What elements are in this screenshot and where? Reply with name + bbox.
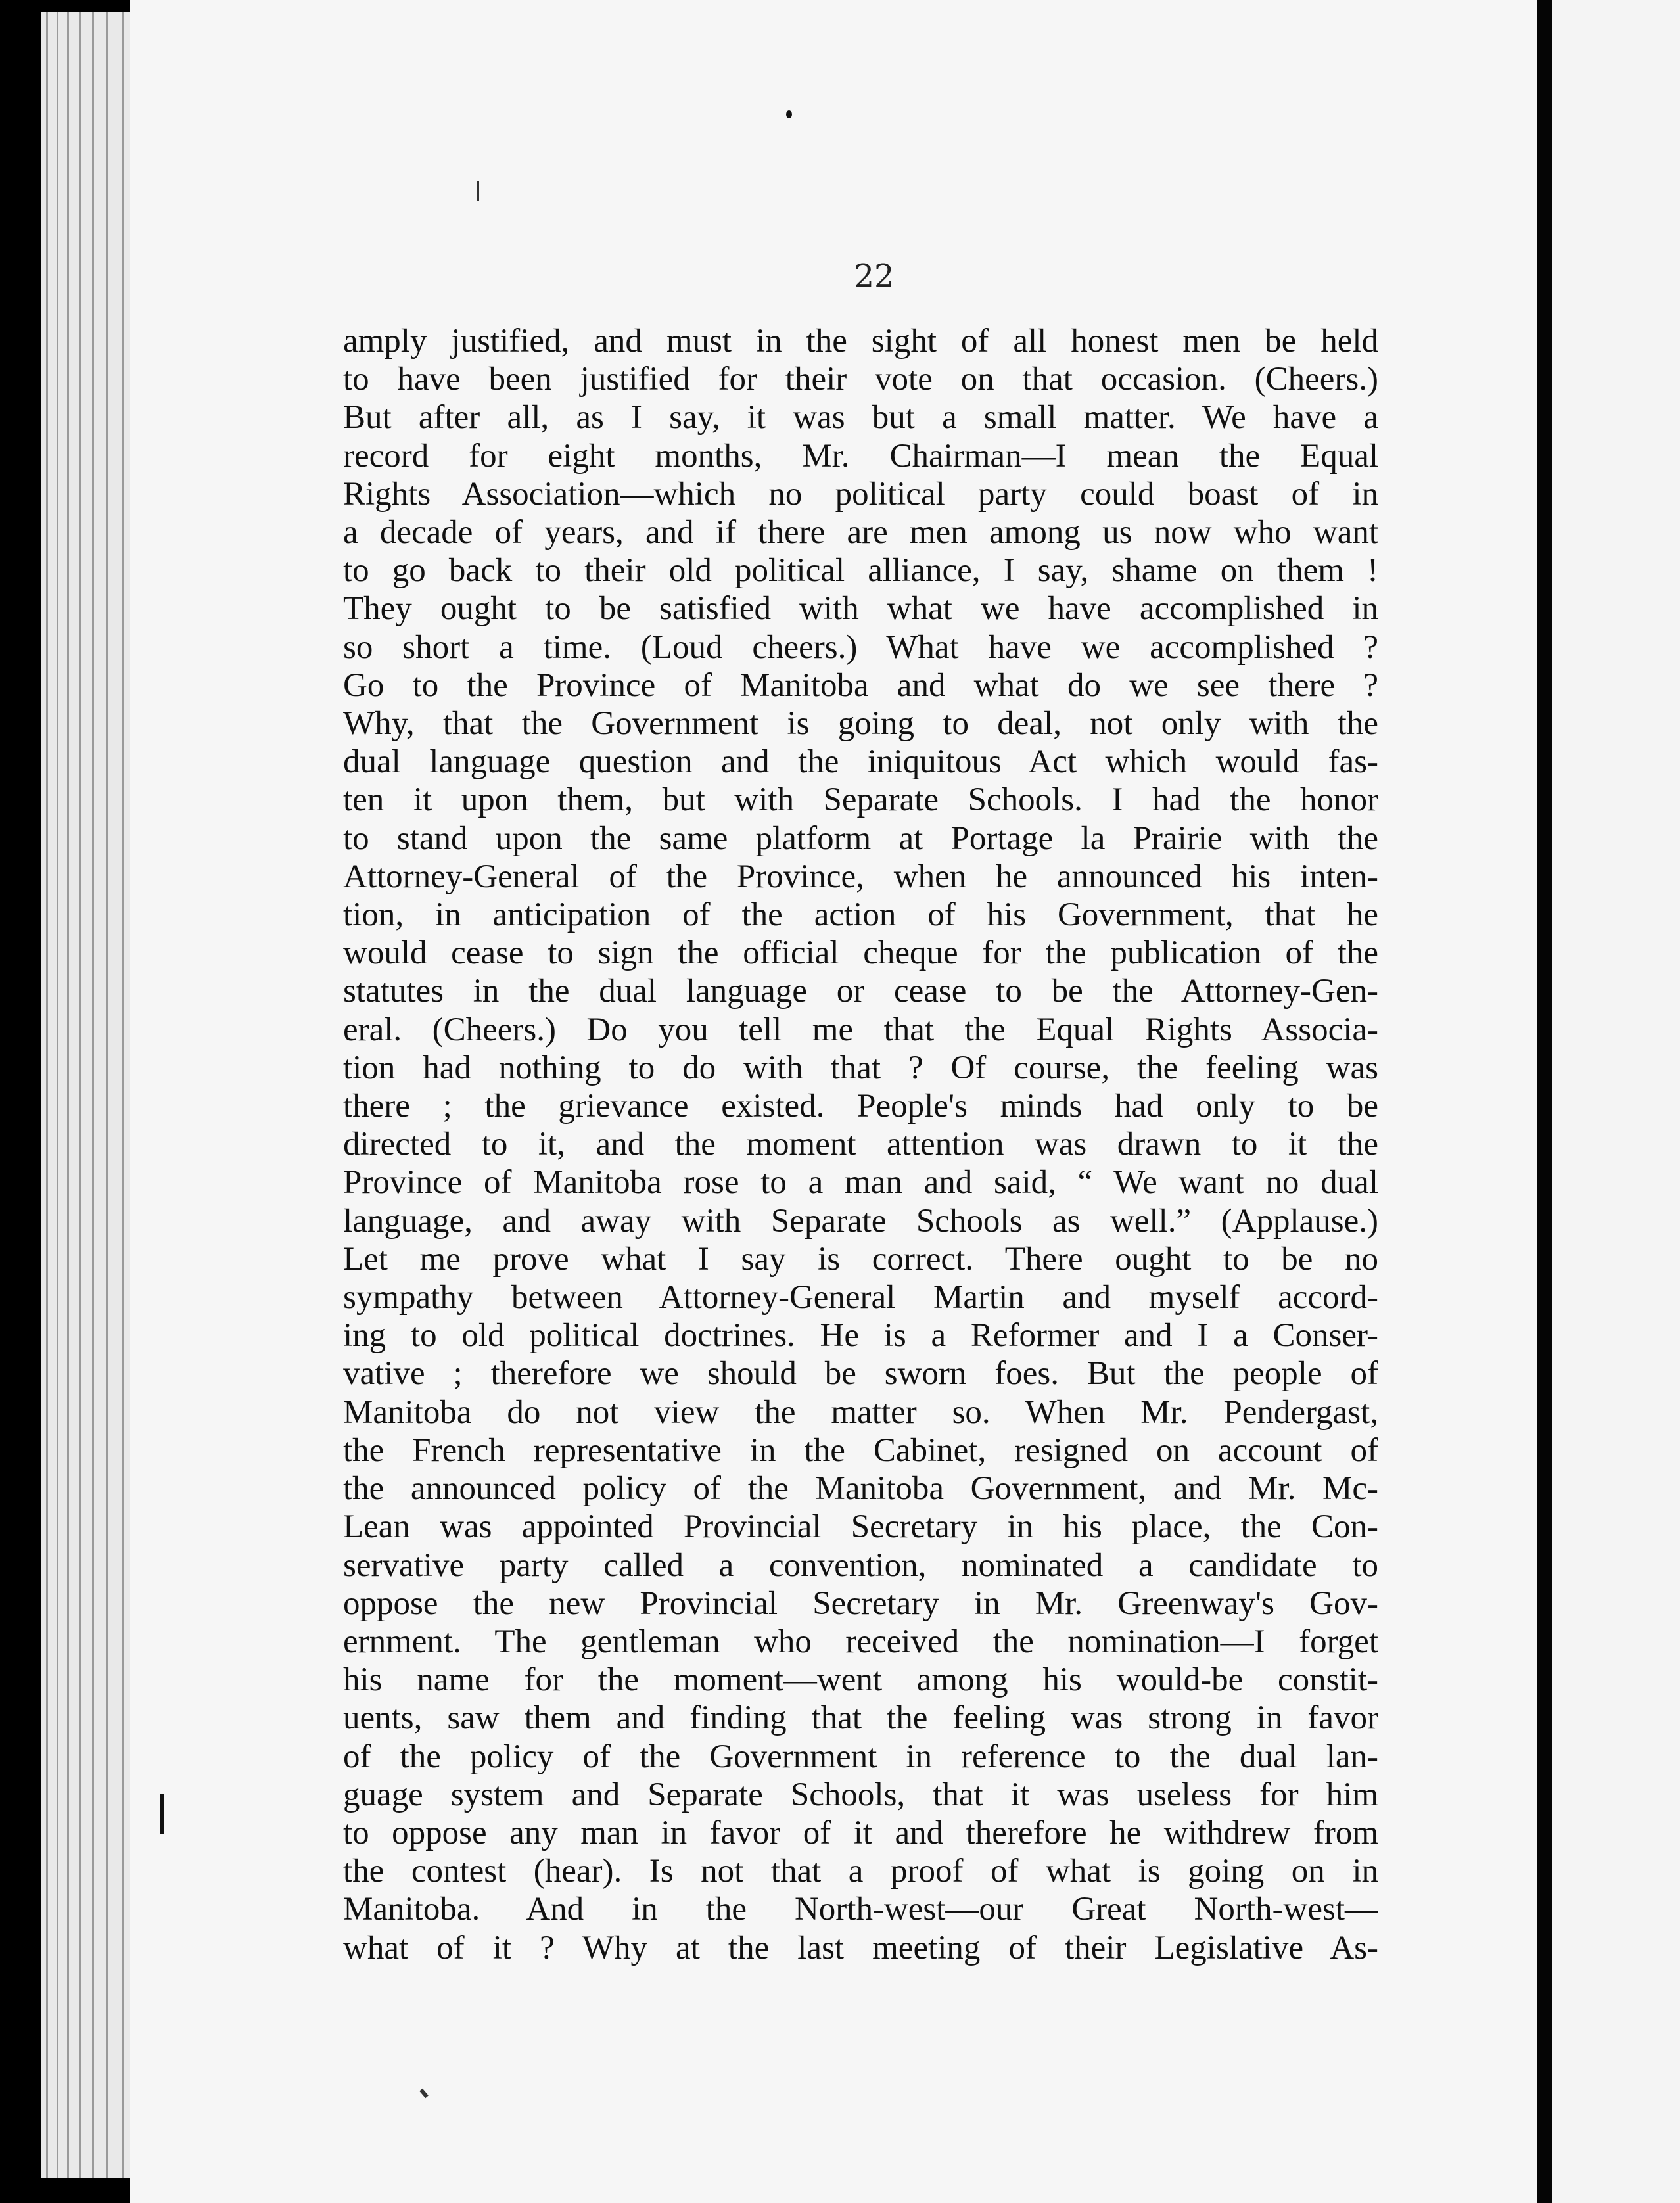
text-line: Go to the Province of Manitoba and what do we see there ? xyxy=(343,666,1378,704)
text-line: Rights Association—which no political party could boast of in xyxy=(343,475,1378,513)
text-line: They ought to be satisfied with what we have accomplished in xyxy=(343,590,1378,628)
margin-mark xyxy=(160,1794,164,1834)
text-line: Manitoba. And in the North-west—our Great North-west— xyxy=(343,1891,1378,1928)
text-line: eral. (Cheers.) Do you tell me that the Equal Rights Associa- xyxy=(343,1011,1378,1048)
body-text xyxy=(343,322,1378,1967)
text-line: ten it upon them, but with Separate Schools. I had the honor xyxy=(343,781,1378,819)
text-line: to have been justified for their vote on that occasion. (Cheers.) xyxy=(343,361,1378,398)
ink-speck xyxy=(477,181,479,201)
page-stack-edge xyxy=(41,12,134,2178)
text-line: oppose the new Provincial Secretary in Mr. Greenway's Gov- xyxy=(343,1585,1378,1622)
text-line: Why, that the Government is going to deal, not only with the xyxy=(343,705,1378,743)
text-line: Province of Manitoba rose to a man and said, “ We want no dual xyxy=(343,1164,1378,1201)
text-line: would cease to sign the official cheque for the publication of the xyxy=(343,935,1378,972)
page-edge-line xyxy=(92,12,94,2178)
text-line: to stand upon the same platform at Portage la Prairie with the xyxy=(343,820,1378,857)
page-number: 22 xyxy=(854,258,895,294)
text-line: to oppose any man in favor of it and therefore he withdrew from xyxy=(343,1814,1378,1851)
page-edge-line xyxy=(57,12,58,2178)
text-line: ing to old political doctrines. He is a Reformer and I a Conser- xyxy=(343,1317,1378,1355)
text-line: the announced policy of the Manitoba Government, and Mr. Mc- xyxy=(343,1470,1378,1508)
text-line: the French representative in the Cabinet, resigned on account of xyxy=(343,1431,1378,1469)
text-line: Let me prove what I say is correct. There ought to be no xyxy=(343,1240,1378,1278)
page-edge-line xyxy=(46,12,48,2178)
text-line: But after all, as I say, it was but a small matter. We have a xyxy=(343,399,1378,436)
text-line: Lean was appointed Provincial Secretary in his place, the Con- xyxy=(343,1508,1378,1546)
text-line: what of it ? Why at the last meeting of their Legislative As- xyxy=(343,1929,1378,1966)
text-line: uents, saw them and finding that the feeling was strong in favor xyxy=(343,1700,1378,1737)
text-line: sympathy between Attorney-General Martin and myself accord- xyxy=(343,1279,1378,1316)
ink-speck xyxy=(419,2089,429,2099)
text-line: vative ; therefore we should be sworn foes. But the people of xyxy=(343,1355,1378,1393)
text-line: tion had nothing to do with that ? Of course, the feeling was xyxy=(343,1049,1378,1086)
text-line: Attorney-General of the Province, when he announced his inten- xyxy=(343,858,1378,895)
page-edge-line xyxy=(67,12,69,2178)
ink-speck xyxy=(786,110,792,118)
text-line: directed to it, and the moment attention was drawn to it the xyxy=(343,1126,1378,1163)
text-line: there ; the grievance existed. People's minds had only to be xyxy=(343,1088,1378,1125)
text-line: tion, in anticipation of the action of his Government, that he xyxy=(343,896,1378,934)
opposite-page-edge xyxy=(1552,0,1680,2203)
text-line: statutes in the dual language or cease to be the Attorney-Gen- xyxy=(343,973,1378,1010)
text-line: amply justified, and must in the sight of all honest men be held xyxy=(343,323,1378,359)
page-edge-line xyxy=(106,12,108,2178)
text-line: so short a time. (Loud cheers.) What have we accomplished ? xyxy=(343,628,1378,666)
text-line: to go back to their old political alliance, I say, shame on them ! xyxy=(343,552,1378,590)
text-line: ernment. The gentleman who received the nomination—I forget xyxy=(343,1623,1378,1660)
text-line: the contest (hear). Is not that a proof of what is going on in xyxy=(343,1853,1378,1890)
text-line: Manitoba do not view the matter so. When Mr. Pendergast, xyxy=(343,1393,1378,1431)
text-line: record for eight months, Mr. Chairman—I mean the Equal xyxy=(343,437,1378,475)
book-gutter xyxy=(1537,0,1552,2203)
text-line: a decade of years, and if there are men among us now who want xyxy=(343,514,1378,551)
text-line: his name for the moment—went among his would-be constit- xyxy=(343,1661,1378,1699)
page-edge-line xyxy=(79,12,81,2178)
text-line: servative party called a convention, nominated a candidate to xyxy=(343,1546,1378,1584)
text-line: dual language question and the iniquitous Act which would fas- xyxy=(343,743,1378,781)
page-edge-line xyxy=(122,12,124,2178)
text-line: guage system and Separate Schools, that it was useless for him xyxy=(343,1776,1378,1813)
text-line: language, and away with Separate Schools as well.” (Applause.) xyxy=(343,1202,1378,1240)
text-line: of the policy of the Government in reference to the dual lan- xyxy=(343,1738,1378,1775)
